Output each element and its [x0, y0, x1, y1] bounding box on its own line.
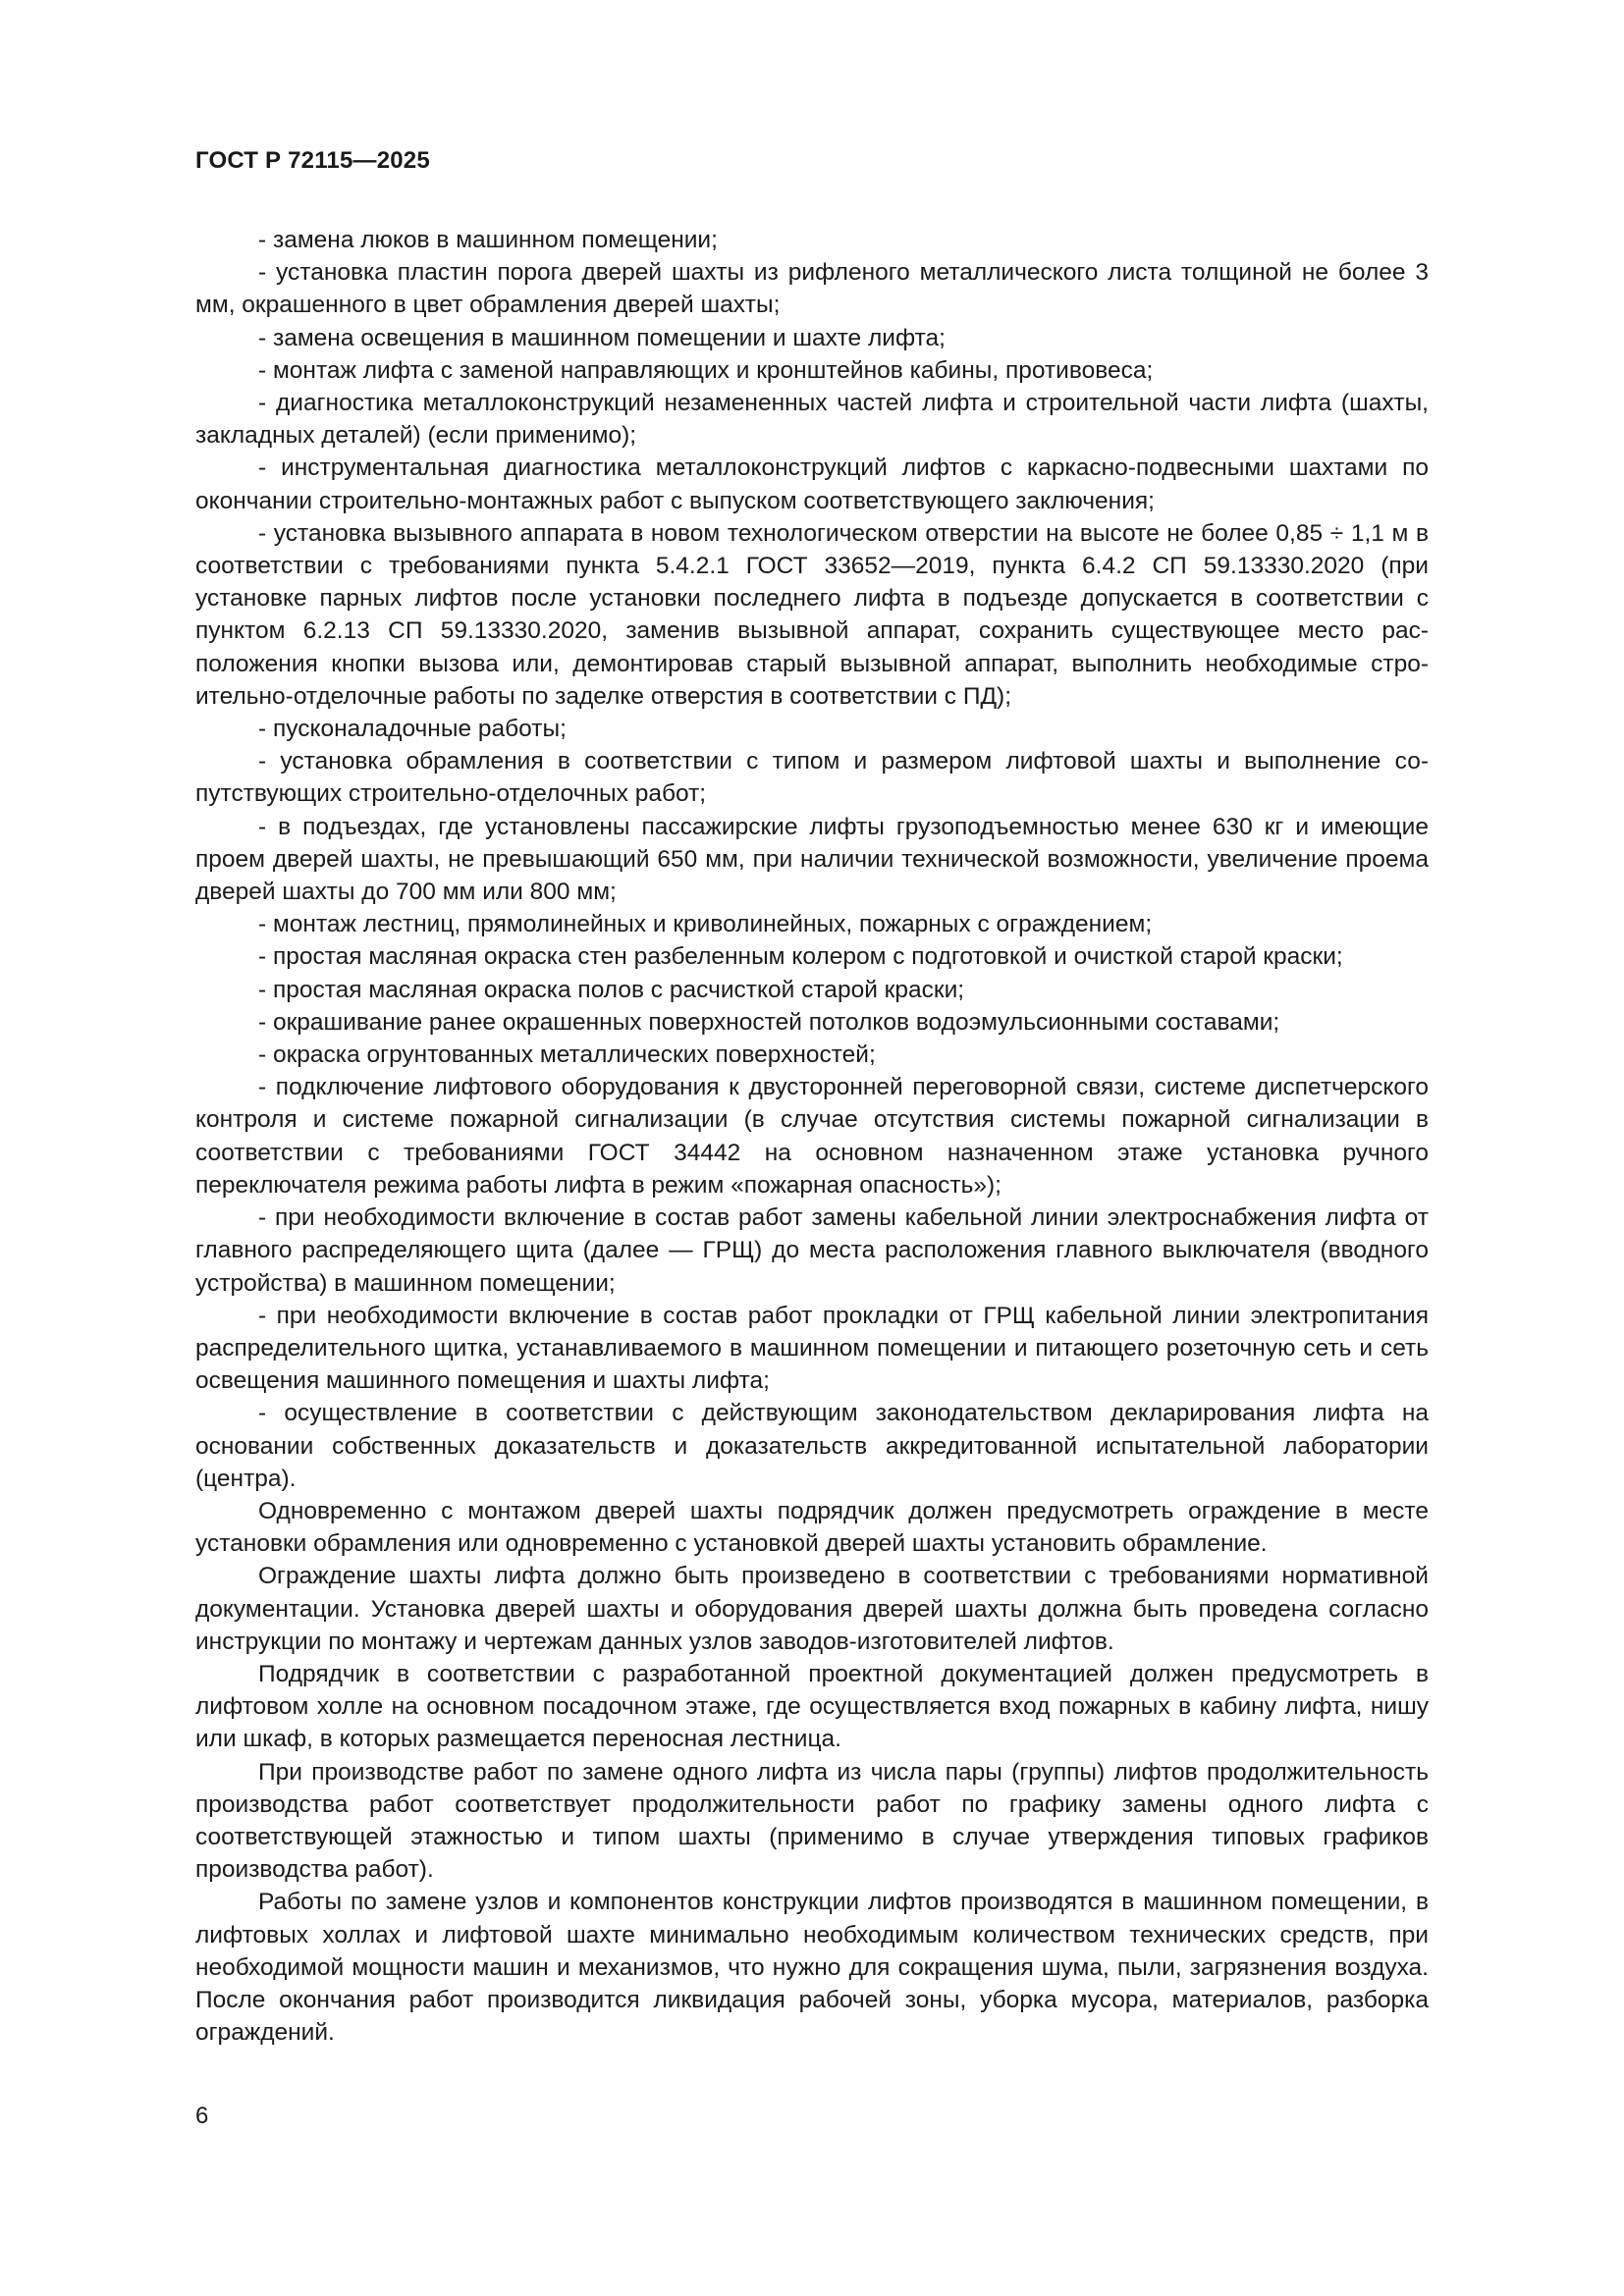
standard-header: ГОСТ Р 72115—2025 [195, 147, 430, 174]
list-item: - замена освещения в машинном помещении и шахте лифта; [258, 324, 946, 351]
list-item: - установка обрамления в соответствии с типом и размером лифтовой шахты и выполнение сопутствующих строительно-отделочных работ; [195, 748, 1429, 808]
page-number: 6 [195, 2103, 209, 2129]
list-item: - установка пластин порога дверей шахты из рифленого металлического листа толщиной не более 3 мм, окрашенного в цвет обрамления дверей шахты; [195, 259, 1429, 319]
paragraph: При производстве работ по замене одного лифта из числа пары (группы) лифтов продолжительность производства работ соответствует продолжительности работ по графику замены одного лифта с соответствующей этажностью и типом шахты (применимо в случае утверждения типовых графиков производства работ). [195, 1758, 1429, 1884]
list-item: - пусконаладочные работы; [258, 716, 567, 743]
list-item: - замена люков в машинном помещении; [258, 227, 718, 253]
list-item: - монтаж лестниц, прямолинейных и криволинейных, пожарных с ограждением; [258, 911, 1153, 938]
paragraph: Ограждение шахты лифта должно быть произведено в соответствии с требованиями нормативной документации. Установка дверей шахты и оборудования дверей шахты должна быть проведена согласно инструкции по монтажу и чертежам данных узлов заводов-изготовителей лифтов. [195, 1563, 1429, 1655]
list-item: - монтаж лифта с заменой направляющих и кронштейнов кабины, противовеса; [258, 356, 1154, 384]
list-item: - осуществление в соответствии с действующим законодательством декларирования лифта на основании собственных доказательств и доказательств аккредитованной испытательной лаборатории (центра). [195, 1400, 1429, 1492]
list-item: - простая масляная окраска стен разбеленным колером с подготовкой и очисткой старой краски; [258, 943, 1343, 971]
paragraph: Работы по замене узлов и компонентов конструкции лифтов производятся в машинном помещении, в лифтовых холлах и лифтовой шахте минимально необходимым количеством технических средств, при необходимой мощности машин и механизмов, что нужно для сокращения шума, пыли, загрязнения воздуха. После окончания работ производится ликвидация рабочей зоны, уборка мусора, материалов, разборка ограждений. [195, 1889, 1429, 2047]
list-item: - простая масляная окраска полов с расчисткой старой краски; [258, 976, 965, 1003]
list-item: - подключение лифтового оборудования к двусторонней переговорной связи, системе диспетчерского контроля и системе пожарной сигнализации (в случае отсутствия системы пожарной сигнализации в соответствии с требованиями ГОСТ 34442 на основном назначенном этаже установка ручного переключателя режима работы лифта в режим «пожарная опасность»); [195, 1074, 1429, 1199]
list-item: - диагностика металлоконструкций незамененных частей лифта и строительной части лифта (шахты, закладных деталей) (если применимо); [195, 390, 1429, 450]
list-item: - окрашивание ранее окрашенных поверхностей потолков водоэмульсионными составами; [258, 1008, 1280, 1036]
list-item: - в подъездах, где установлены пассажирские лифты грузоподъемностью менее 630 кг и имеющие проем дверей шахты, не превышающий 650 мм, при наличии технической возможности, увеличение проема дверей шахты до 700 мм или 800 мм; [195, 813, 1429, 906]
list-item: - при необходимости включение в состав работ прокладки от ГРЩ кабельной линии электропитания распределительного щитка, устанавливаемого в машинном помещении и питающего розеточную сеть и сеть освещения машинного помещения и шахты лифта; [195, 1302, 1429, 1395]
list-item: - окраска огрунтованных металлических поверхностей; [258, 1041, 876, 1069]
paragraph: Одновременно с монтажом дверей шахты подрядчик должен предусмотреть ограждение в месте установки обрамления или одновременно с установкой дверей шахты установить обрамление. [195, 1497, 1429, 1558]
body-text [195, 224, 1429, 2049]
list-item: - при необходимости включение в состав работ замены кабельной линии электроснабжения лифта от главного распределяющего щита (далее — ГРЩ) до места расположения главного выключателя (вводного устройства) в машинном помещении; [195, 1204, 1429, 1297]
list-item: - инструментальная диагностика металлоконструкций лифтов с каркасно-подвесными шахтами по окончании строительно-монтажных работ с выпуском соответствующего заключения; [195, 454, 1429, 514]
paragraph: Подрядчик в соответствии с разработанной проектной документацией должен предусмотреть в лифтовом холле на основном посадочном этаже, где осуществляется вход пожарных в кабину лифта, нишу или шкаф, в которых размещается переносная лестница. [195, 1660, 1429, 1753]
list-item: - установка вызывного аппарата в новом технологическом отверстии на высоте не более 0,85 ÷ 1,1 м в соответствии с требованиями пункта 5.4.2.1 ГОСТ 33652—2019, пункта 6.4.2 СП 59.13330.2020 (при установке парных лифтов после установки последнего лифта в подъезде допускается в соответствии с пунктом 6.2.13 СП 59.13330.2020, заменив вызывной аппарат, сохранить существующее место расположения кнопки вызова или, демонтировав старый вызывной аппарат, выполнить необходимые строительно-отделочные работы по заделке отверстия в соответствии с ПД); [195, 519, 1429, 710]
